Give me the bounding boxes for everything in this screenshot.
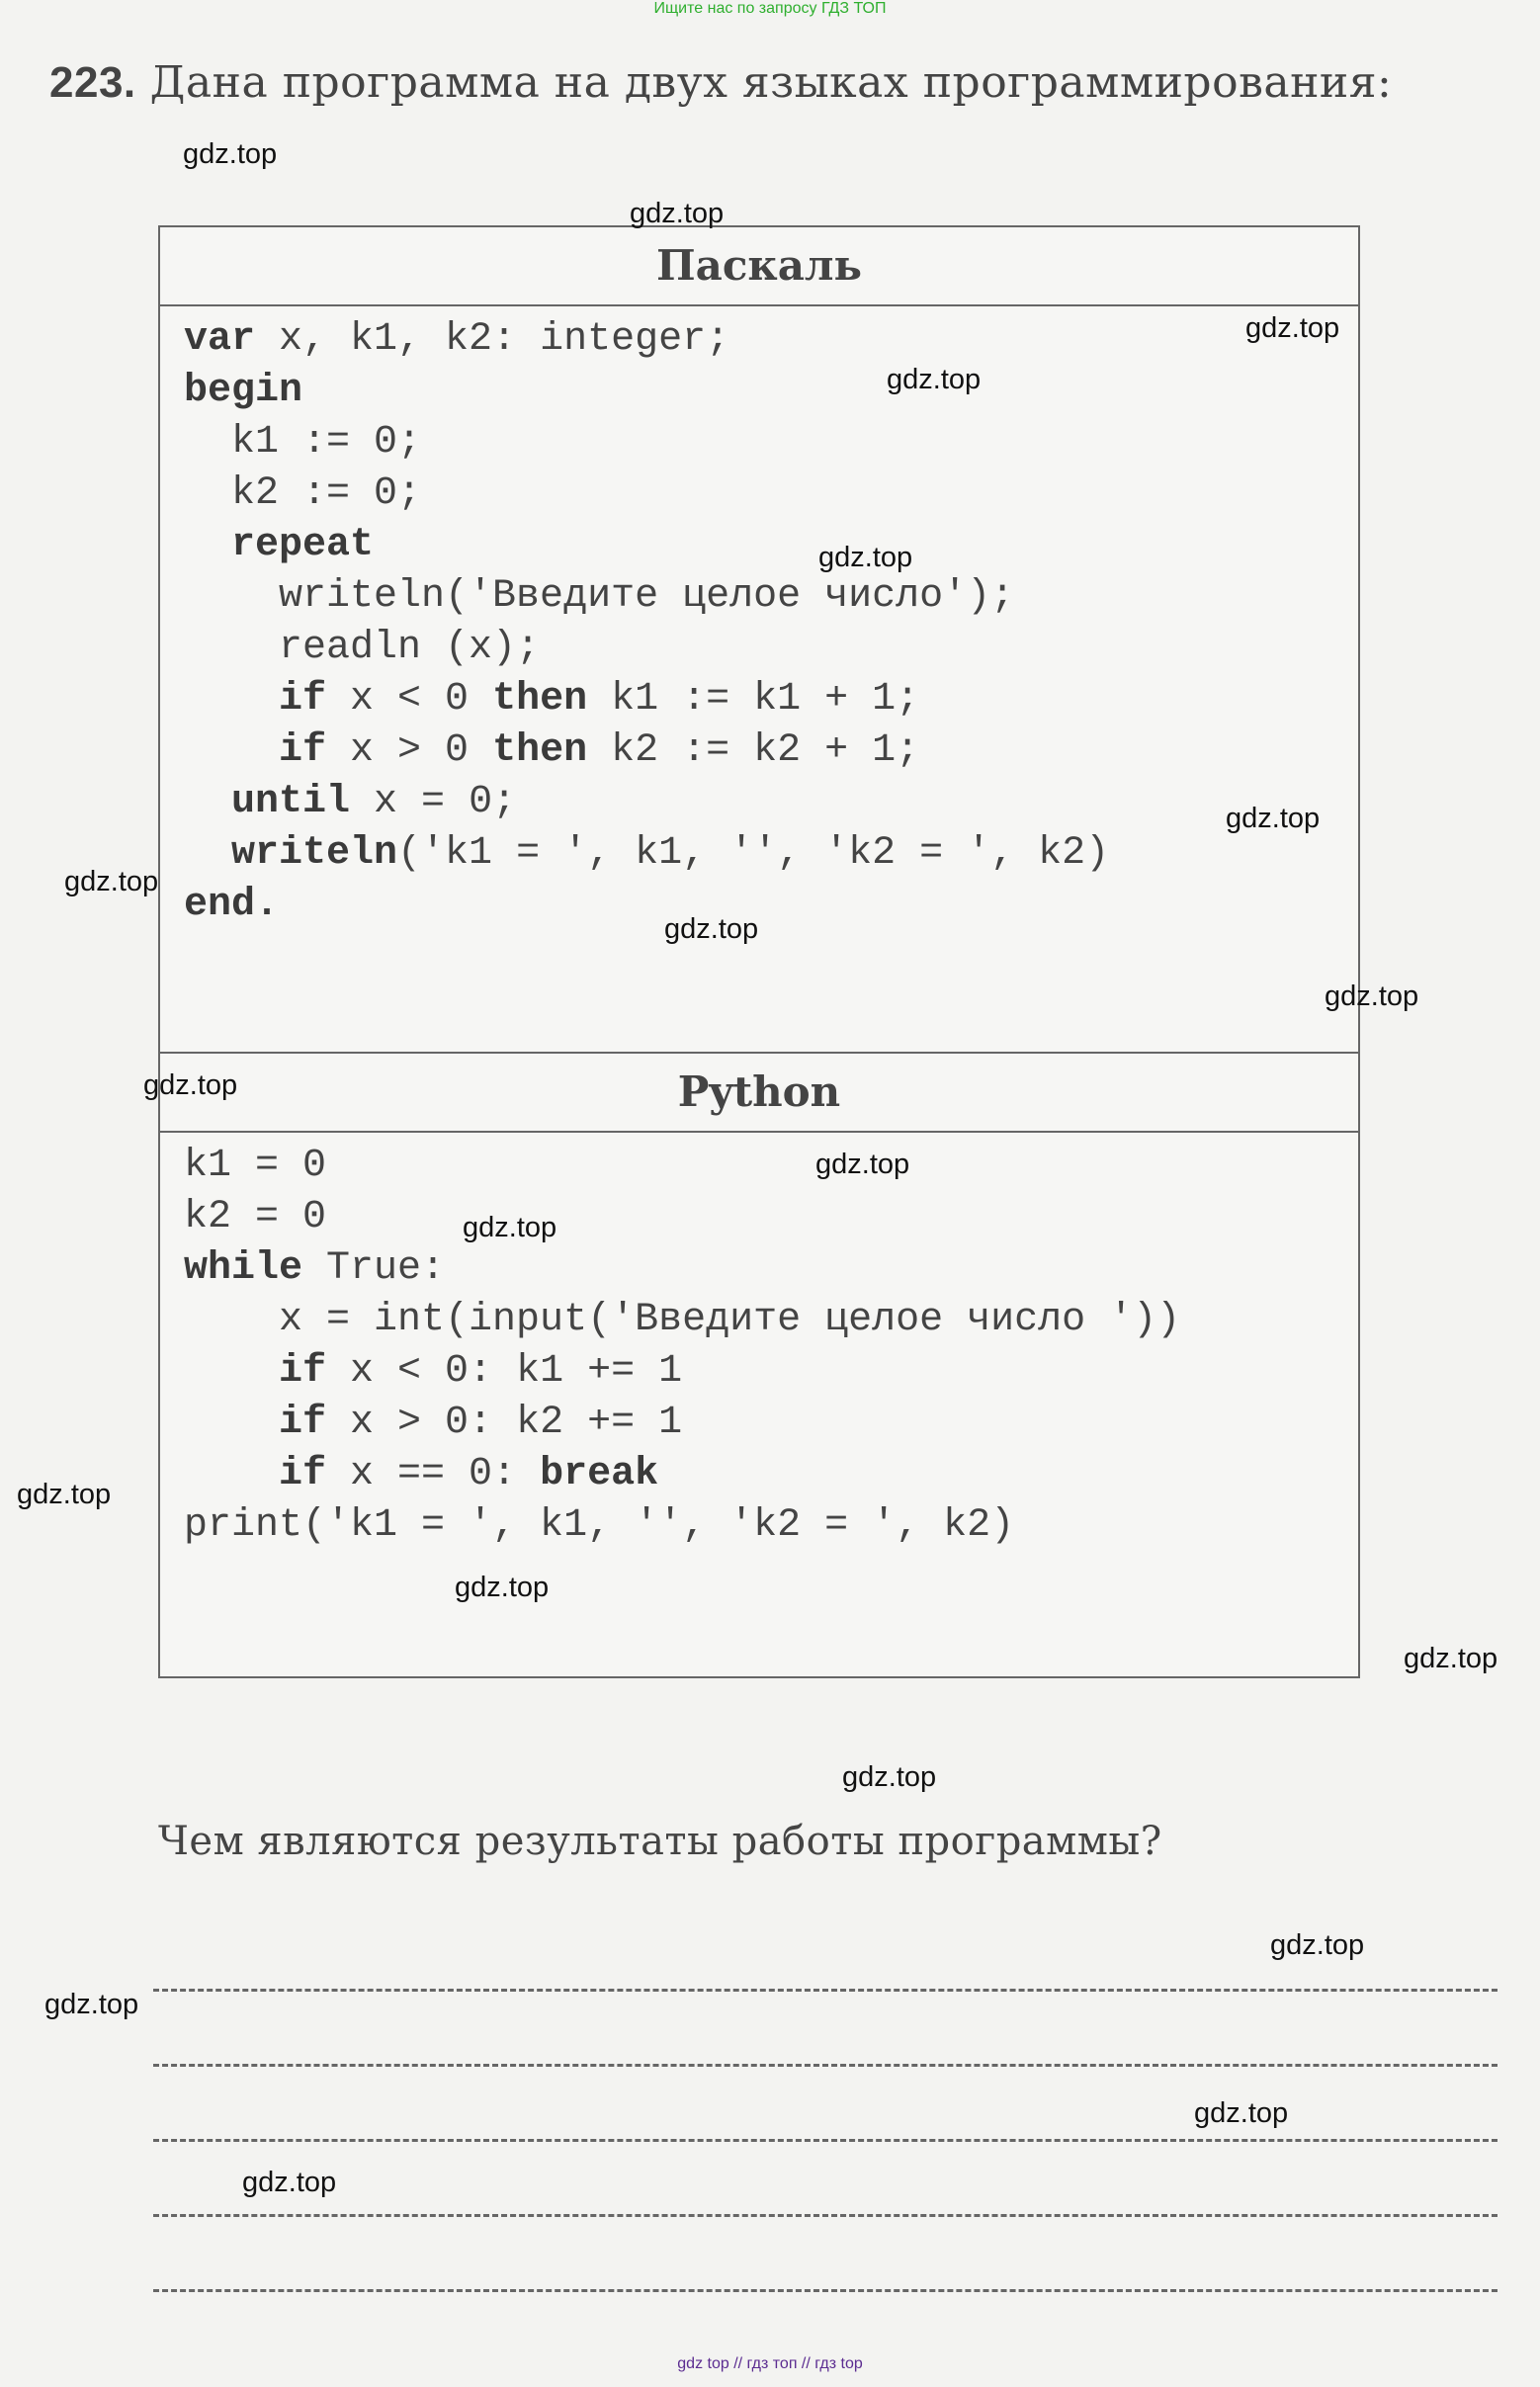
code-text: k1 = 0 [184,1144,327,1188]
code-keyword: repeat [231,523,375,567]
code-line [184,1141,1358,1192]
watermark: gdz.top [463,1212,557,1243]
python-code [160,1133,1358,1552]
watermark: gdz.top [887,364,982,395]
code-keyword: if [279,728,327,773]
code-line [184,1243,1358,1295]
code-text: k2 := 0; [184,471,422,516]
code-text: k1 := k1 + 1; [587,677,920,722]
code-text [184,1401,279,1445]
code-text [184,677,279,722]
watermark: gdz.top [818,542,913,573]
watermark: gdz.top [1194,2097,1289,2129]
code-keyword: begin [184,369,303,413]
answer-line[interactable] [153,2214,1497,2217]
code-text [184,523,231,567]
code-text: ('k1 = ', k1, '', 'k2 = ', k2) [397,831,1110,876]
code-keyword: then [492,677,588,722]
task-number: 223. [49,58,136,107]
task-text: Дана программа на двух языках программирования: [149,57,1393,108]
code-keyword: until [231,780,351,824]
answer-line[interactable] [153,1989,1497,1992]
code-text: x > 0: k2 += 1 [326,1401,683,1445]
answer-line[interactable] [153,2139,1497,2142]
code-keyword: var [184,317,256,362]
watermark: gdz.top [1245,312,1340,344]
watermark: gdz.top [64,866,159,897]
code-line [184,623,1358,674]
code-line [184,1295,1358,1346]
code-line [184,1449,1358,1500]
watermark: gdz.top [1325,980,1419,1012]
code-line [184,314,1358,366]
search-hint-link[interactable]: Ищите нас по запросу ГДЗ ТОП [653,0,887,17]
code-line [184,777,1358,828]
code-text: x, k1, k2: integer; [255,317,730,362]
code-line [184,571,1358,623]
code-text: k1 := 0; [184,420,422,465]
code-text: x == 0: [326,1452,541,1496]
watermark: gdz.top [842,1761,937,1793]
code-text: x < 0 [326,677,493,722]
code-line [184,725,1358,777]
watermark: gdz.top [1270,1929,1365,1961]
watermark: gdz.top [143,1069,238,1101]
code-line [184,469,1358,520]
code-line [184,1500,1358,1552]
code-text: k2 = 0 [184,1195,327,1239]
pascal-code [160,306,1358,931]
code-keyword: while [184,1246,303,1291]
code-text [184,1452,279,1496]
code-text: x = 0; [350,780,517,824]
watermark: gdz.top [815,1149,910,1180]
answer-line[interactable] [153,2064,1497,2067]
watermark: gdz.top [183,138,278,170]
code-text: x < 0: k1 += 1 [326,1349,683,1394]
code-line [184,674,1358,725]
python-program-box [158,1052,1360,1678]
code-text: x > 0 [326,728,493,773]
code-line [184,1192,1358,1243]
code-line [184,828,1358,880]
pascal-program-box [158,225,1360,1054]
code-keyword: if [279,1452,327,1496]
code-line [184,366,1358,417]
code-keyword: if [279,677,327,722]
footer-links[interactable]: gdz top // гдз топ // гдз top [677,2355,863,2372]
code-keyword: break [540,1452,659,1496]
code-keyword: if [279,1401,327,1445]
code-text: x = int(input('Введите целое число ')) [184,1298,1181,1342]
watermark: gdz.top [1226,803,1321,834]
code-text [184,728,279,773]
code-line [184,520,1358,571]
code-text: k2 := k2 + 1; [587,728,920,773]
code-keyword: then [492,728,588,773]
code-text [184,780,231,824]
watermark: gdz.top [455,1572,550,1603]
question-text: Чем являются результаты работы программы? [158,1819,1162,1864]
code-text: print('k1 = ', k1, '', 'k2 = ', k2) [184,1503,1015,1548]
python-title: Python [160,1054,1358,1133]
code-line [184,417,1358,469]
code-text [184,1349,279,1394]
code-line [184,1346,1358,1398]
code-text [184,831,231,876]
code-text: True: [302,1246,446,1291]
code-text: writeln('Введите целое число'); [184,574,1015,619]
pascal-title: Паскаль [160,227,1358,306]
watermark: gdz.top [664,913,759,945]
watermark: gdz.top [242,2167,337,2198]
watermark: gdz.top [17,1479,112,1510]
code-line [184,880,1358,931]
code-keyword: writeln [231,831,398,876]
watermark: gdz.top [630,198,725,229]
task-heading [49,57,1392,108]
answer-line[interactable] [153,2289,1497,2292]
watermark: gdz.top [44,1989,139,2020]
code-text: readln (x); [184,626,541,670]
code-line [184,1398,1358,1449]
code-keyword: end. [184,883,280,927]
code-keyword: if [279,1349,327,1394]
watermark: gdz.top [1404,1643,1498,1674]
